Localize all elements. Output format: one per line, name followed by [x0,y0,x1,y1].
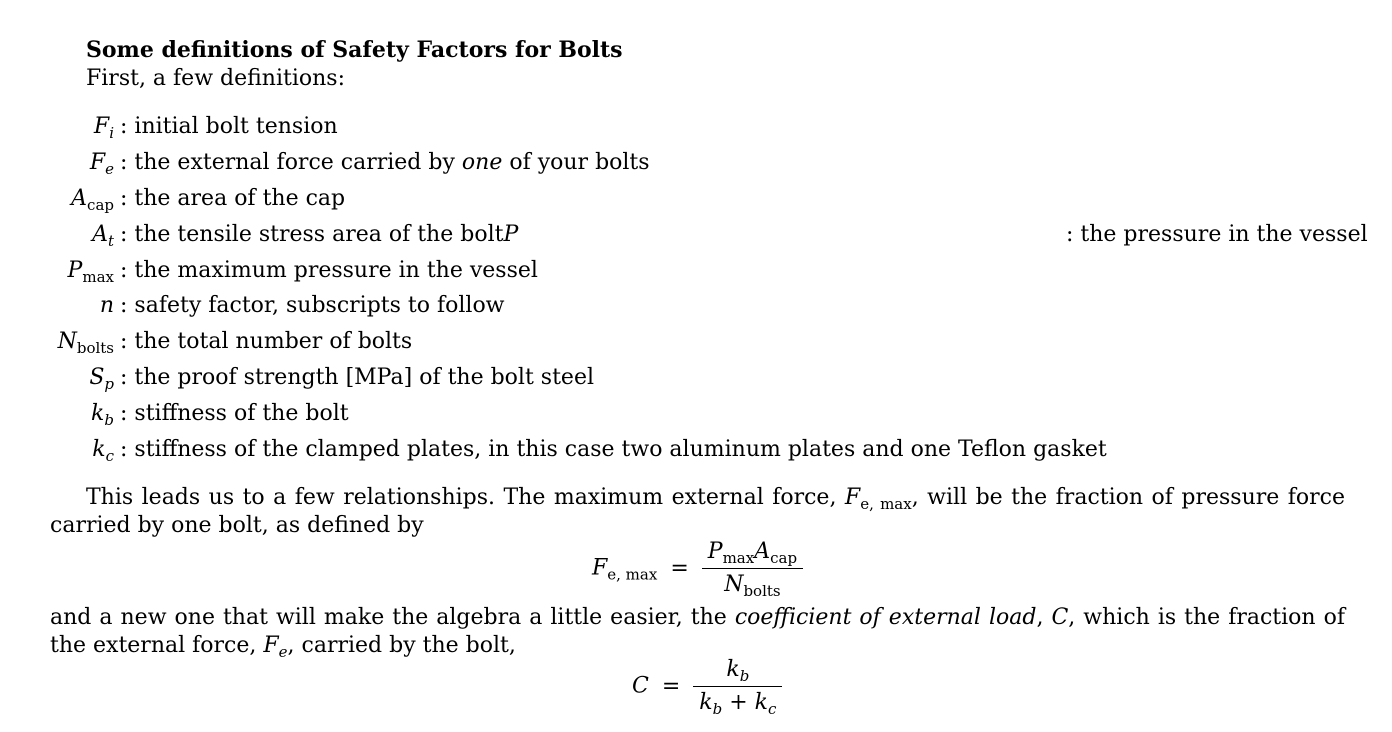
definition-text: : the maximum pressure in the vessel [120,258,538,283]
definition-symbol: $F_e$ [89,150,114,178]
definition-symbol: $k_b$ [91,401,114,429]
fraction: $\frac{k_b}{k_b + k_c}$ [693,656,782,717]
definition-text: : the area of the cap [120,186,346,211]
paragraph-relationships: This leads us to a few relationships. The maximum external force, $F_{e, max}$, will be the fraction of pressure force carried by one bolt, as defined by [50,485,1345,538]
definition-symbol: $k_c$ [92,437,114,465]
equation-fe-max: $F_{e, max}$ = $\frac{P_{max}A_{cap}}{N_{bolts}}$ [592,538,803,599]
definition-text: : initial bolt tension [120,114,338,139]
section-title: Some definitions of Safety Factors for Bolts [86,37,623,63]
definition-text: : safety factor, subscripts to follow [120,293,505,318]
definition-text: : stiffness of the clamped plates, in this case two aluminum plates and one Teflon gasket [120,437,1107,462]
definition-text: : the total number of bolts [120,329,413,354]
definition-text: : the external force carried by one of your bolts [120,150,650,175]
definition-symbol: $A_t$ [92,222,114,250]
definition-symbol: $F_i$ [93,114,114,142]
definition-text: : the tensile stress area of the boltP [120,222,519,247]
definition-symbol: $N_{bolts}$ [57,329,114,357]
definition-text: : the proof strength [MPa] of the bolt steel [120,365,594,390]
definition-symbol: $S_p$ [89,365,114,393]
definition-symbol: $P_{max}$ [67,258,114,286]
definition-symbol: $A_{cap}$ [71,186,114,214]
definition-symbol: n [99,293,114,318]
definition-text: : stiffness of the bolt [120,401,349,426]
paragraph-coefficient: and a new one that will make the algebra a little easier, the coefficient of external load, C, which is the fraction of the external force, $F_e$, carried by the bolt, [50,605,1345,661]
equation-c: C = $\frac{k_b}{k_b + k_c}$ [632,656,782,717]
intro-text: First, a few definitions: [86,66,346,91]
fraction: $\frac{P_{max}A_{cap}}{N_{bolts}}$ [702,538,803,599]
definition-text-right: : the pressure in the vessel [1066,222,1368,247]
